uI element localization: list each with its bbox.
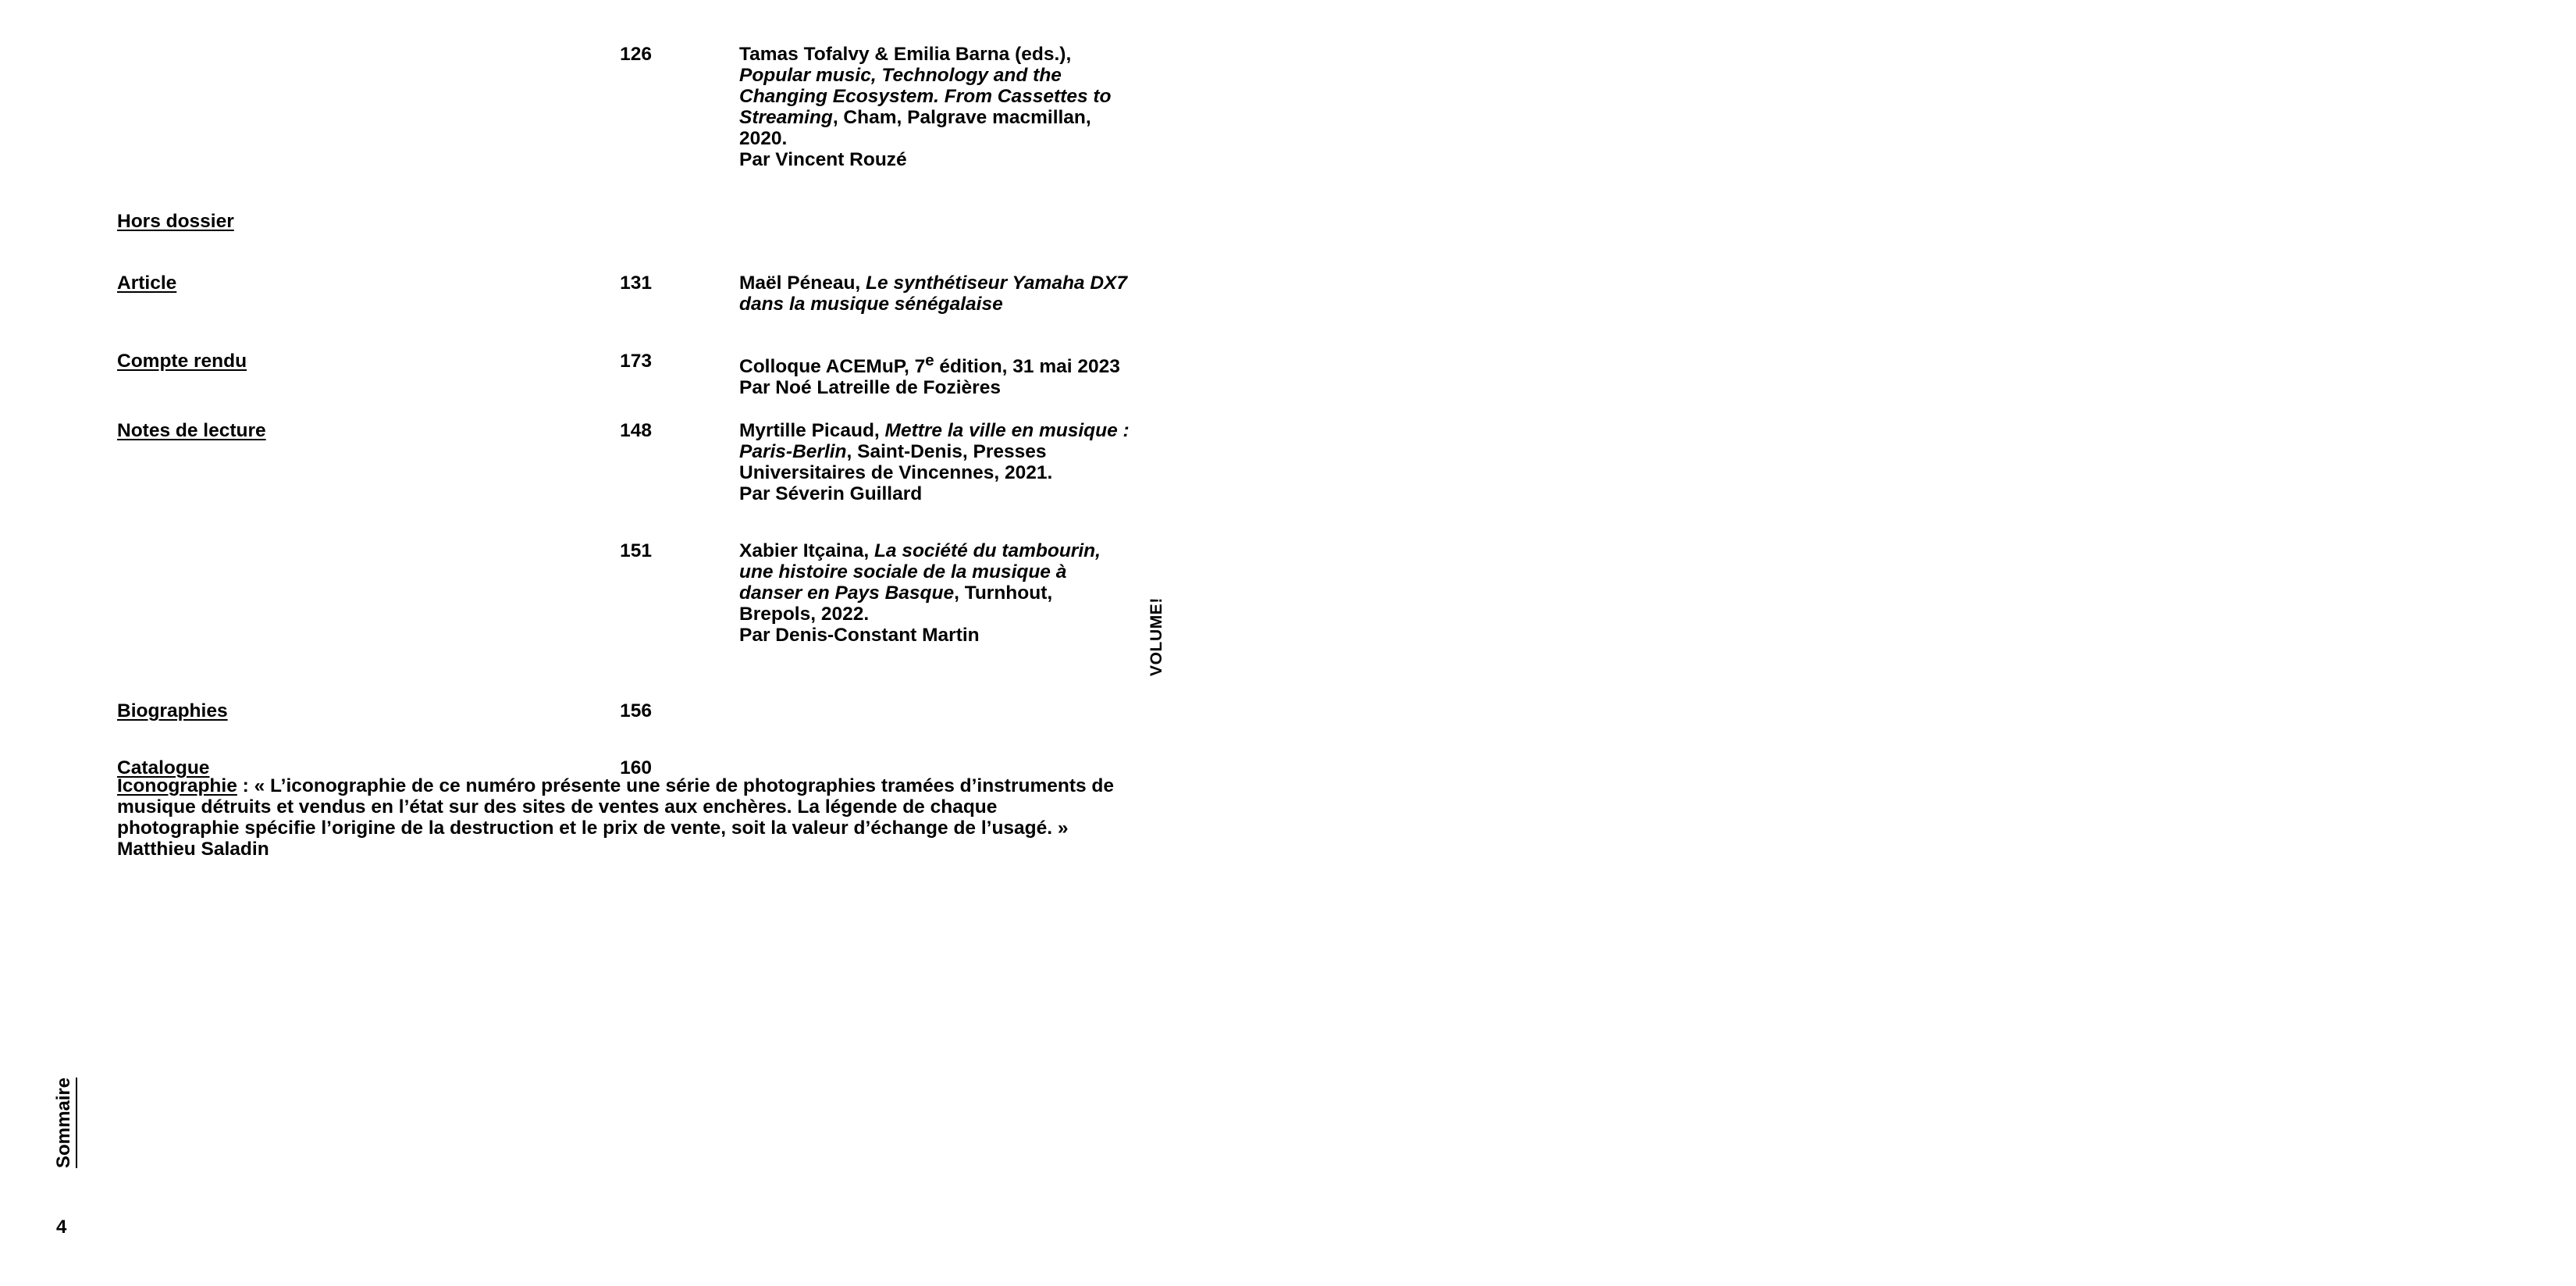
iconography-body: : « L’iconographie de ce numéro présente une série de photographies tramées d’instruments de musique détruits et vendus en l’état sur des sites de ventes aux enchères. La légende de chaque photographie spécifie l’origine de la destruction et le prix de vente, soit la valeur d’échange de l’usagé. » [117,775,1115,839]
spacer [117,315,1132,351]
toc-section-label: Hors dossier [117,211,234,232]
toc-page-number: 173 [620,351,652,372]
spacer [117,398,1132,420]
toc-section-label: Biographies [117,700,228,722]
table-of-contents [117,44,1132,778]
toc-row [117,44,1132,170]
toc-section-label-cell [117,700,558,721]
running-head-sommaire: Sommaire [53,1078,74,1169]
page-folio: 4 [56,1217,67,1238]
toc-section-label-cell [117,420,558,441]
iconography-note [117,775,1124,860]
toc-row [117,211,1132,232]
toc-page-number: 131 [620,273,652,294]
iconography-author: Matthieu Saladin [117,839,269,860]
toc-page-number: 126 [620,44,652,65]
toc-entry: Maël Péneau, Le synthétiseur Yamaha DX7 dans la musique sénégalaise [739,273,1128,315]
iconography-label: Iconographie [117,775,237,796]
toc-entry: Tamas Tofalvy & Emilia Barna (eds.), Popular music, Technology and the Changing Ecosystem. From Cassettes to Streaming, Cham, Palgrave macmillan, 2020. Par Vincent Rouzé [739,44,1112,170]
toc-section-label-cell [117,273,558,294]
toc-section-label: Catalogue [117,757,210,779]
toc-row [117,420,1132,504]
toc-entry: Myrtille Picaud, Mettre la ville en musique : Paris-Berlin, Saint-Denis, Presses Universitaires de Vincennes, 2021. Par Séverin Guillard [739,420,1130,505]
toc-section-label: Compte rendu [117,351,247,372]
toc-entry: Xabier Itçaina, La société du tambourin, une histoire sociale de la musique à danser en Pays Basque, Turnhout, Brepols, 2022. Par Denis-Constant Martin [739,540,1101,647]
toc-section-label-cell [117,351,558,372]
spacer [117,686,1132,700]
toc-page-number: 148 [620,420,652,442]
spacer [117,646,1132,686]
toc-row [117,351,1132,398]
spacer [117,232,1132,273]
toc-section-label: Article [117,273,177,294]
toc-section-label-cell [117,211,558,232]
toc-row [117,540,1132,646]
toc-row [117,700,1132,721]
toc-row [117,273,1132,315]
toc-section-label: Notes de lecture [117,420,266,442]
spacer [117,170,1132,211]
spacer [117,721,1132,757]
running-head-volume: VOLUME! [1147,597,1165,677]
toc-page-number: 156 [620,700,652,722]
toc-entry: Colloque ACEMuP, 7e édition, 31 mai 2023 Par Noé Latreille de Fozières [739,352,1120,399]
spacer [117,504,1132,540]
toc-page-number: 151 [620,540,652,562]
toc-page-number: 160 [620,757,652,779]
